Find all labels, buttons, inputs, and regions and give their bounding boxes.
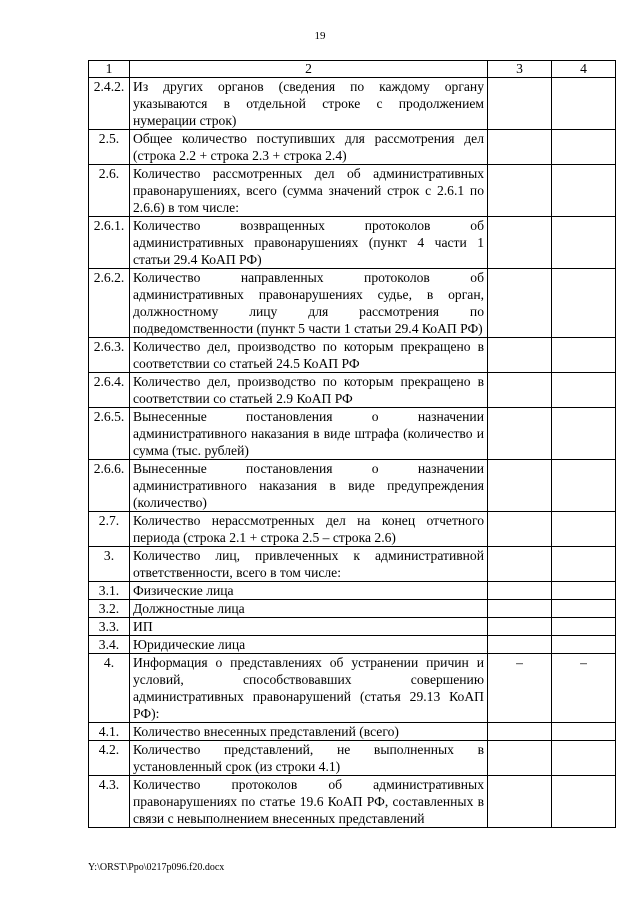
value-cell-col4: [552, 373, 616, 408]
row-description-cell: Информация о представлениях об устранении причин и условий, способствовавших совершению административных правонарушений (статья 29.13 КоАП РФ):: [130, 654, 488, 723]
page-number: 19: [314, 30, 326, 42]
row-description-cell: Количество направленных протоколов об административных правонарушениях судье, в орган, должностному лицу для рассмотрения по подведомственности (пункт 5 части 1 статьи 29.4 КоАП РФ): [130, 269, 488, 338]
value-cell-col3: [488, 217, 552, 269]
value-cell-col3: [488, 408, 552, 460]
row-description-cell: Количество внесенных представлений (всего): [130, 723, 488, 741]
row-number-cell: 3.4.: [89, 636, 130, 654]
value-cell-col4: [552, 636, 616, 654]
row-number-cell: 2.6.4.: [89, 373, 130, 408]
table-row: [89, 723, 616, 741]
table-row: [89, 512, 616, 547]
table-row: [89, 636, 616, 654]
row-description-cell: Количество дел, производство по которым прекращено в соответствии со статьей 24.5 КоАП РФ: [130, 338, 488, 373]
row-description-cell: Количество возвращенных протоколов об административных правонарушениях (пункт 4 части 1 статьи 29.4 КоАП РФ): [130, 217, 488, 269]
row-description-cell: Количество дел, производство по которым прекращено в соответствии со статьей 2.9 КоАП РФ: [130, 373, 488, 408]
value-cell-col4: [552, 741, 616, 776]
row-description-cell: Вынесенные постановления о назначении административного наказания в виде штрафа (количество и сумма (тыс. рублей): [130, 408, 488, 460]
column-header-1: 1: [89, 61, 130, 78]
row-description-cell: Количество рассмотренных дел об административных правонарушениях, всего (сумма значений строк с 2.6.1 по 2.6.6) в том числе:: [130, 165, 488, 217]
column-header-4: 4: [552, 61, 616, 78]
value-cell-col3: [488, 78, 552, 130]
value-cell-col3: [488, 338, 552, 373]
row-number-cell: 2.6.6.: [89, 460, 130, 512]
value-cell-col3: [488, 373, 552, 408]
value-cell-col3: [488, 547, 552, 582]
row-number-cell: 4.1.: [89, 723, 130, 741]
row-description-cell: Вынесенные постановления о назначении административного наказания в виде предупреждения (количество): [130, 460, 488, 512]
row-number-cell: 3.3.: [89, 618, 130, 636]
value-cell-col4: [552, 269, 616, 338]
table-row: [89, 741, 616, 776]
row-description-cell: Юридические лица: [130, 636, 488, 654]
row-description-cell: Количество лиц, привлеченных к административной ответственности, всего в том числе:: [130, 547, 488, 582]
column-header-3: 3: [488, 61, 552, 78]
value-cell-col3: [488, 741, 552, 776]
row-description-cell: Должностные лица: [130, 600, 488, 618]
row-number-cell: 3.2.: [89, 600, 130, 618]
value-cell-col3: [488, 636, 552, 654]
row-description-cell: Количество нерассмотренных дел на конец отчетного периода (строка 2.1 + строка 2.5 – строка 2.6): [130, 512, 488, 547]
value-cell-col4: [552, 776, 616, 828]
table-row: [89, 776, 616, 828]
value-cell-col4: [552, 460, 616, 512]
row-number-cell: 3.1.: [89, 582, 130, 600]
value-cell-col4: [552, 618, 616, 636]
table-row: [89, 600, 616, 618]
row-number-cell: 4.3.: [89, 776, 130, 828]
table-row: [89, 547, 616, 582]
value-cell-col4: [552, 600, 616, 618]
value-cell-col4: [552, 582, 616, 600]
table-body: [89, 78, 616, 828]
value-cell-col4: [552, 165, 616, 217]
row-description-cell: ИП: [130, 618, 488, 636]
row-number-cell: 2.7.: [89, 512, 130, 547]
row-number-cell: 2.5.: [89, 130, 130, 165]
value-cell-col3: [488, 618, 552, 636]
value-cell-col4: [552, 408, 616, 460]
table-row: [89, 654, 616, 723]
row-number-cell: 2.6.1.: [89, 217, 130, 269]
table-row: [89, 165, 616, 217]
table-row: [89, 269, 616, 338]
value-cell-col4: [552, 78, 616, 130]
value-cell-col4: [552, 130, 616, 165]
value-cell-col3: [488, 269, 552, 338]
value-cell-col3: [488, 776, 552, 828]
value-cell-col4: [552, 723, 616, 741]
value-cell-col3: –: [488, 654, 552, 723]
value-cell-col4: [552, 512, 616, 547]
table-row: [89, 618, 616, 636]
value-cell-col3: [488, 512, 552, 547]
row-number-cell: 2.6.5.: [89, 408, 130, 460]
file-path-footer: Y:\ORST\Ppo\0217p096.f20.docx: [88, 862, 225, 873]
value-cell-col4: [552, 547, 616, 582]
column-header-2: 2: [130, 61, 488, 78]
value-cell-col3: [488, 600, 552, 618]
row-description-cell: Физические лица: [130, 582, 488, 600]
value-cell-col3: [488, 582, 552, 600]
value-cell-col3: [488, 460, 552, 512]
row-number-cell: 2.6.: [89, 165, 130, 217]
value-cell-col4: [552, 217, 616, 269]
row-number-cell: 2.6.2.: [89, 269, 130, 338]
row-number-cell: 2.4.2.: [89, 78, 130, 130]
table-header-row: [89, 61, 616, 78]
value-cell-col4: [552, 338, 616, 373]
table-row: [89, 408, 616, 460]
table-row: [89, 460, 616, 512]
row-number-cell: 4.: [89, 654, 130, 723]
row-description-cell: Общее количество поступивших для рассмотрения дел (строка 2.2 + строка 2.3 + строка 2.4): [130, 130, 488, 165]
row-number-cell: 4.2.: [89, 741, 130, 776]
table-row: [89, 373, 616, 408]
value-cell-col3: [488, 723, 552, 741]
report-table: [88, 60, 616, 828]
row-number-cell: 3.: [89, 547, 130, 582]
row-number-cell: 2.6.3.: [89, 338, 130, 373]
table-row: [89, 78, 616, 130]
value-cell-col4: –: [552, 654, 616, 723]
table-row: [89, 130, 616, 165]
row-description-cell: Количество представлений, не выполненных в установленный срок (из строки 4.1): [130, 741, 488, 776]
row-description-cell: Из других органов (сведения по каждому органу указываются в отдельной строке с продолжением нумерации строк): [130, 78, 488, 130]
table-row: [89, 217, 616, 269]
row-description-cell: Количество протоколов об административных правонарушениях по статье 19.6 КоАП РФ, составленных в связи с невыполнением внесенных представлений: [130, 776, 488, 828]
table-row: [89, 338, 616, 373]
value-cell-col3: [488, 165, 552, 217]
value-cell-col3: [488, 130, 552, 165]
table-row: [89, 582, 616, 600]
